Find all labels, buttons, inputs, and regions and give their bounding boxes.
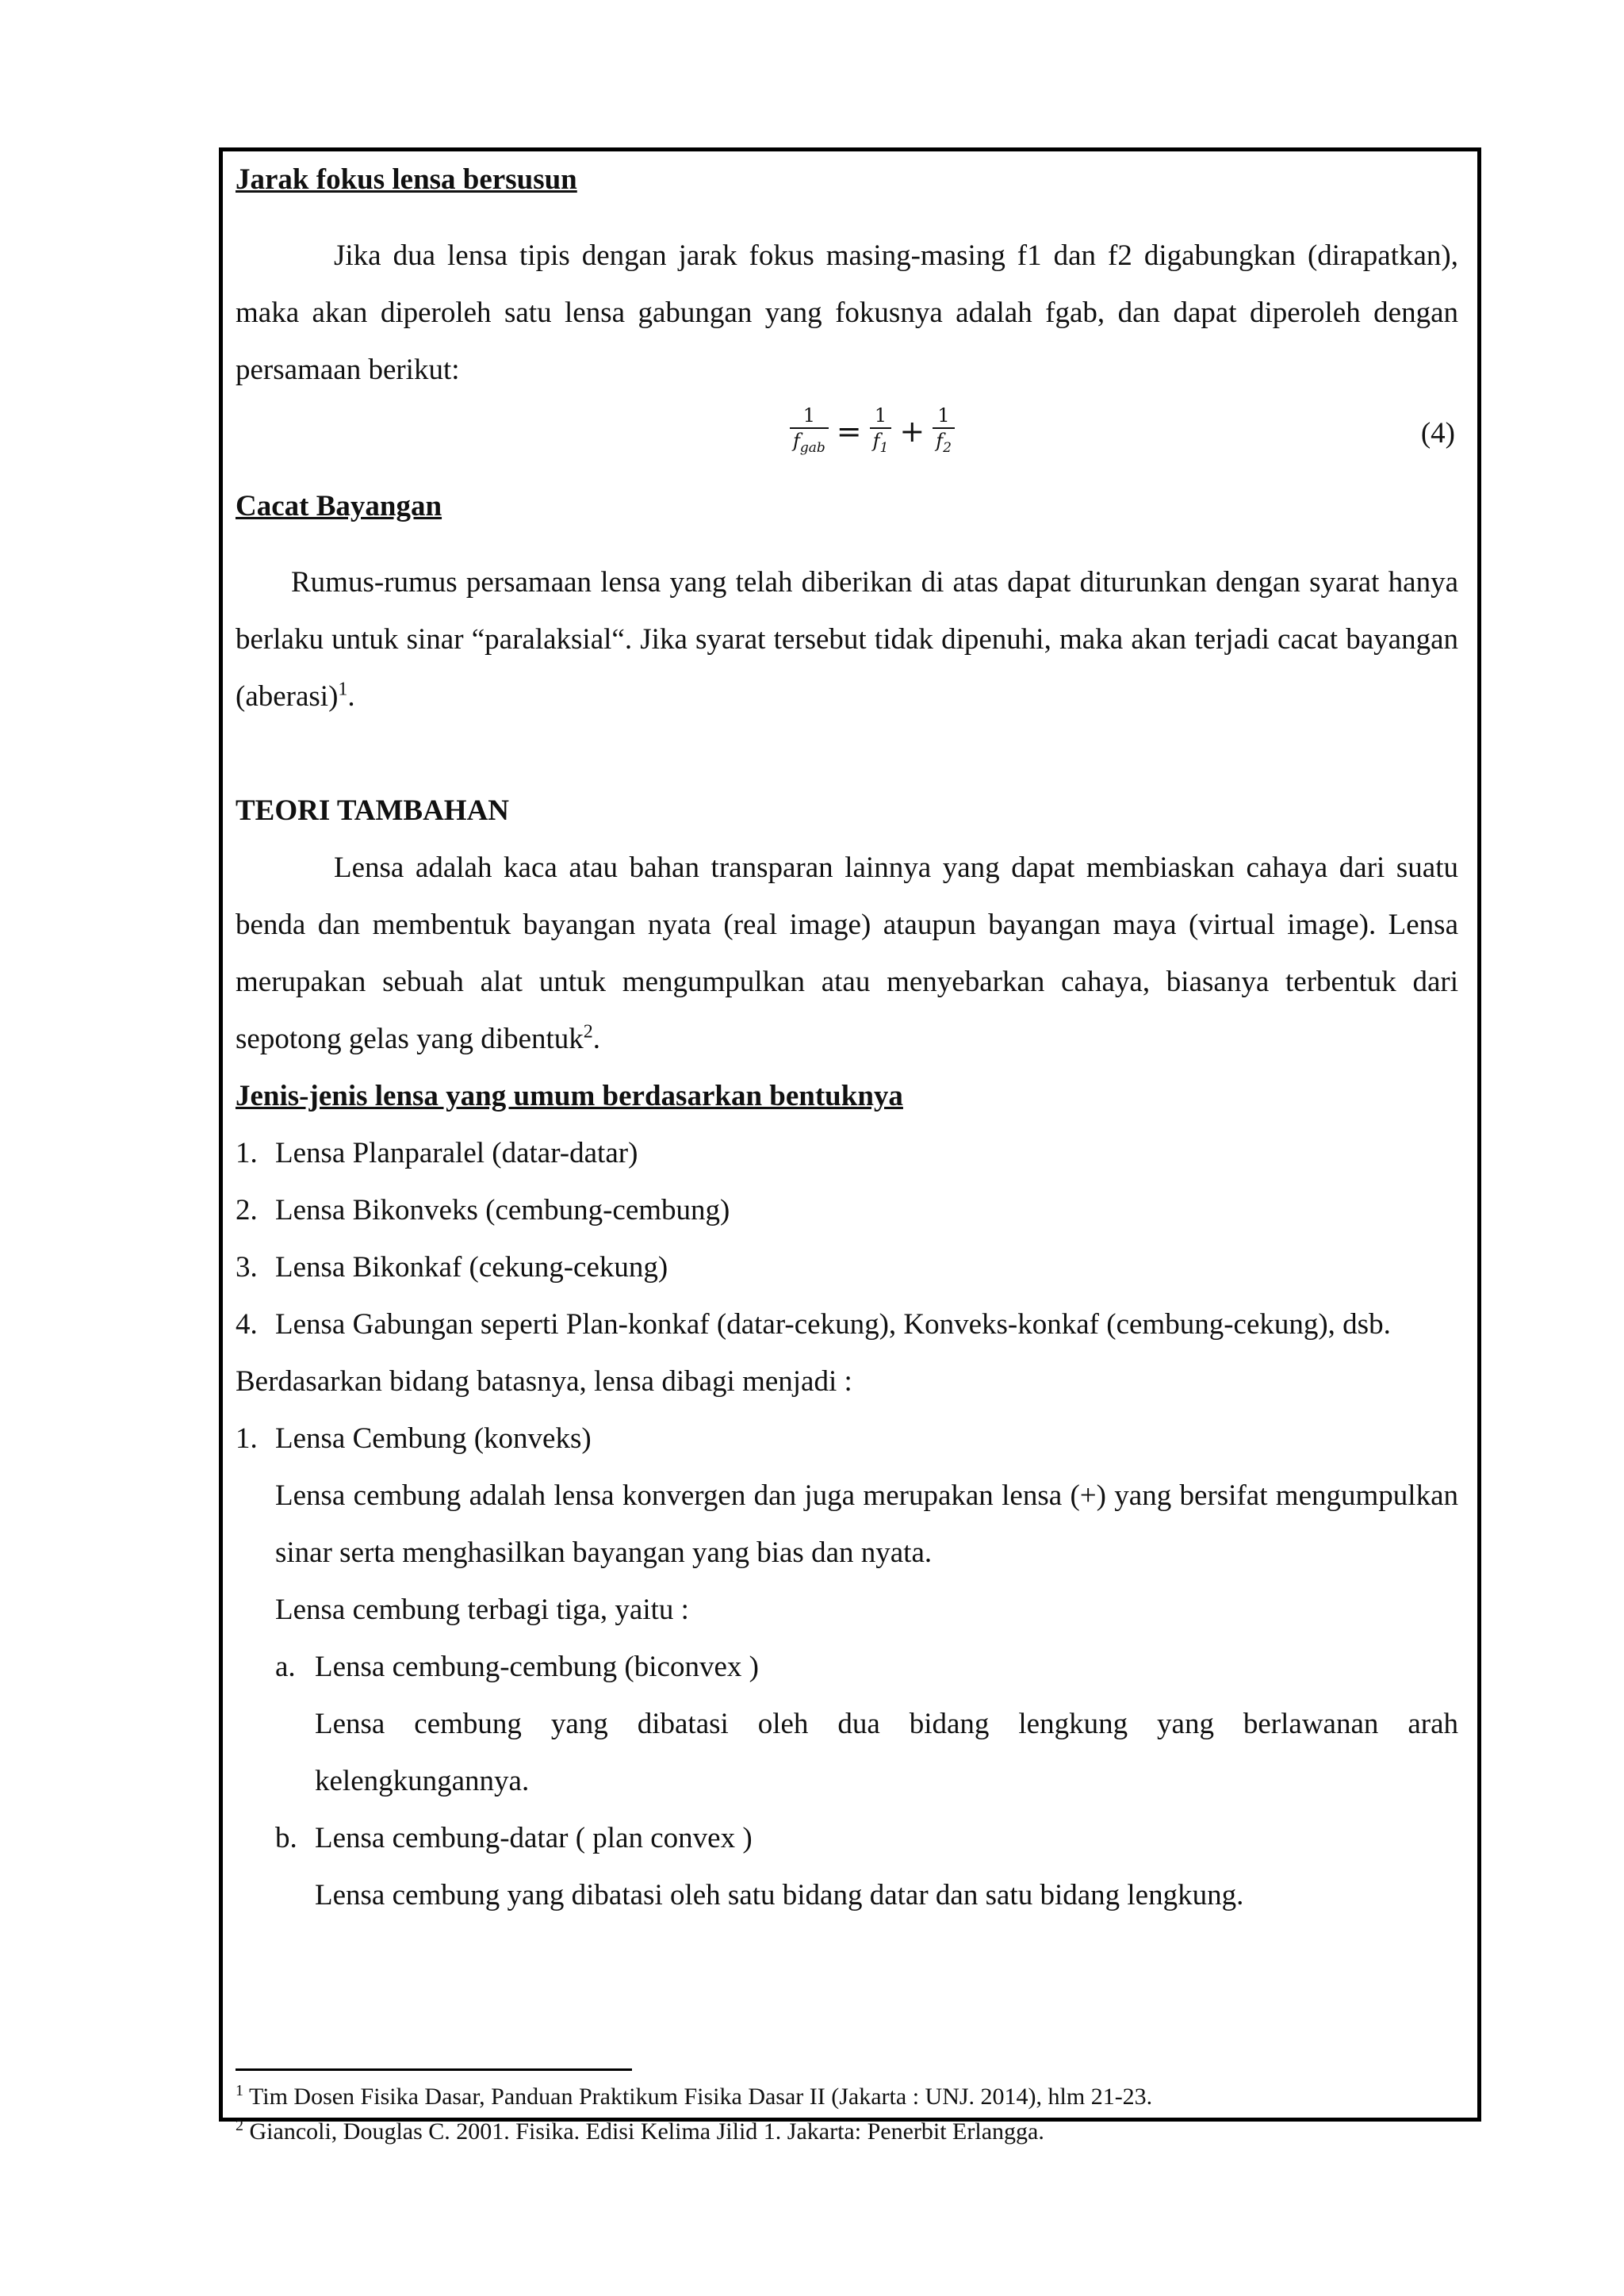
footnote (236, 2080, 1458, 2114)
footnote-text: Tim Dosen Fisika Dasar, Panduan Praktikum Fisika Dasar II (Jakarta : UNJ. 2014), hlm 21-23. (243, 2084, 1153, 2110)
equation (787, 404, 958, 460)
list-text: Lensa Cembung (konveks) (275, 1422, 592, 1455)
list-number: 4. (236, 1308, 258, 1341)
fraction-denominator (933, 427, 955, 460)
footnotes (236, 2080, 1458, 2149)
paragraph-focal-length: Jika dua lensa tipis dengan jarak fokus masing-masing f1 dan f2 digabungkan (dirapatkan), maka akan diperoleh satu lensa gabungan yang fokusnya adalah fgab, dan dapat diperoleh dengan persamaan berikut: (236, 239, 1458, 386)
plus-sign: + (899, 414, 925, 450)
convex-sub-intro: Lensa cembung terbagi tiga, yaitu : (275, 1594, 689, 1626)
list-number: 3. (236, 1251, 258, 1284)
list-item (236, 1125, 1458, 1182)
section-heading-aberration: Cacat Bayangan (236, 490, 442, 522)
convex-description: Lensa cembung adalah lensa konvergen dan juga merupakan lensa (+) yang bersifat mengumpulkan sinar serta menghasilkan bayangan yang bias dan nyata. (275, 1479, 1458, 1569)
subscript: gab (799, 439, 825, 456)
list-number: 1. (236, 1137, 258, 1169)
list-item (236, 1182, 1458, 1239)
list-text: Lensa Planparalel (datar-datar) (275, 1137, 638, 1169)
equals-sign: = (836, 414, 862, 450)
paragraph-text: Rumus-rumus persamaan lensa yang telah diberikan di atas dapat diturunkan dengan syarat hanya berlaku untuk sinar “paralaksial“. Jika syarat tersebut tidak dipenuhi, maka akan terjadi cacat bayangan (aberasi) (236, 566, 1458, 713)
list-item (236, 1410, 1458, 1468)
variable: f (872, 430, 880, 452)
equation-row (236, 399, 1458, 478)
variable: f (936, 430, 944, 452)
paragraph-aberration (236, 554, 1458, 725)
document-content (236, 151, 1458, 1924)
fraction-term-1 (870, 404, 892, 460)
section-heading-lens-types: Jenis-jenis lensa yang umum berdasarkan bentuknya (236, 1080, 903, 1112)
fraction-numerator: 1 (874, 404, 887, 427)
sub-list-item (275, 1639, 1458, 1696)
variable: f (793, 430, 800, 452)
subscript: 1 (879, 439, 889, 456)
fraction-denominator (870, 427, 892, 460)
list-number: 1. (236, 1422, 258, 1455)
boundary-intro: Berdasarkan bidang batasnya, lensa dibagi menjadi : (236, 1365, 852, 1398)
section-heading-theory: TEORI TAMBAHAN (236, 794, 510, 827)
paragraph-tail: . (347, 680, 355, 713)
list-number: 2. (236, 1194, 258, 1226)
sub-list-title: Lensa cembung-datar ( plan convex ) (315, 1822, 753, 1854)
sub-list-label: a. (275, 1651, 296, 1683)
lens-types-list (236, 1125, 1458, 1353)
subscript: 2 (943, 439, 952, 456)
fraction-term-2 (933, 404, 955, 460)
equation-number: (4) (1420, 417, 1455, 450)
boundary-list (236, 1410, 1458, 1468)
paragraph-tail: . (592, 1023, 601, 1055)
list-item (236, 1239, 1458, 1296)
document-frame (219, 147, 1481, 2145)
footnote-ref: 1 (338, 679, 348, 700)
footnote-text: Giancoli, Douglas C. 2001. Fisika. Edisi Kelima Jilid 1. Jakarta: Penerbit Erlangga. (243, 2118, 1044, 2145)
list-item (236, 1296, 1458, 1353)
footnote-separator (236, 2068, 632, 2071)
sub-list-label: b. (275, 1822, 297, 1854)
footnote (236, 2114, 1458, 2149)
section-heading-focal-length: Jarak fokus lensa bersusun (236, 163, 577, 196)
footnote-number: 1 (236, 2082, 243, 2099)
list-text: Lensa Bikonkaf (cekung-cekung) (275, 1251, 668, 1284)
sub-list-item (275, 1810, 1458, 1867)
paragraph-text: Lensa adalah kaca atau bahan transparan lainnya yang dapat membiaskan cahaya dari suatu benda dan membentuk bayangan nyata (real image) ataupun bayangan maya (virtual image). Lensa merupakan sebuah alat untuk mengumpulkan atau menyebarkan cahaya, biasanya terbentuk dari sepotong gelas yang dibentuk (236, 851, 1458, 1055)
convex-sub-list (236, 1639, 1458, 1696)
paragraph-theory (236, 840, 1458, 1068)
sub-b-description: Lensa cembung yang dibatasi oleh satu bidang datar dan satu bidang lengkung. (315, 1879, 1244, 1911)
fraction-denominator (790, 427, 829, 460)
footnote-ref: 2 (583, 1021, 593, 1043)
fraction-lhs (790, 404, 829, 460)
sub-list-title: Lensa cembung-cembung (biconvex ) (315, 1651, 759, 1683)
fraction-numerator: 1 (802, 404, 816, 427)
sub-a-description: Lensa cembung yang dibatasi oleh dua bidang lengkung yang berlawanan arah kelengkungannya. (315, 1708, 1458, 1797)
fraction-numerator: 1 (937, 404, 950, 427)
footnote-number: 2 (236, 2117, 243, 2134)
list-text: Lensa Bikonveks (cembung-cembung) (275, 1194, 730, 1226)
convex-sub-list-b (236, 1810, 1458, 1867)
list-text: Lensa Gabungan seperti Plan-konkaf (datar-cekung), Konveks-konkaf (cembung-cekung), dsb. (275, 1308, 1391, 1341)
